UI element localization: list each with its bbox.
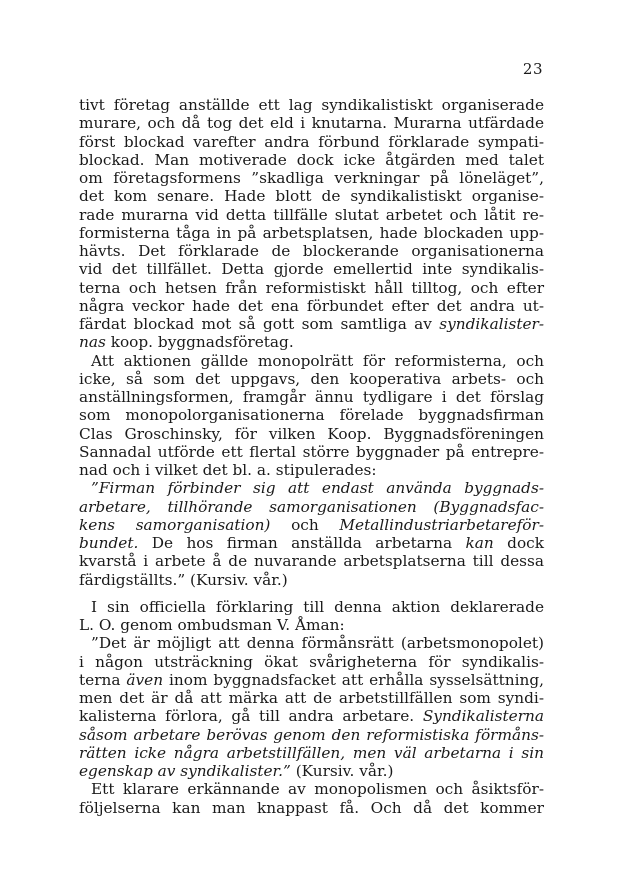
text-line: färdigställts.” (Kursiv. vår.) (79, 570, 288, 589)
text-line: följelserna kan man knappast få. Och då det kommer (79, 798, 544, 817)
text-line: terna och hetsen från reformistiskt håll tilltog, och efter (79, 278, 544, 297)
text-line: L. O. genom ombudsman V. Åman: (79, 616, 345, 634)
text-line: Sannadal utförde ett flertal större byggnader på entrepre- (79, 442, 544, 461)
text-line: kens samorganisation) och Metallindustriarbetareför- (79, 515, 544, 534)
text-line: ”Firman förbinder sig att endast använda byggnads- (91, 479, 544, 498)
text-line: färdat blockad mot så gott som samtliga av syndikalister- (79, 315, 544, 333)
text-line: Ett klarare erkännande av monopolismen och åsiktsför- (91, 780, 544, 799)
text-line: Att aktionen gällde monopolrätt för reformisterna, och (91, 351, 544, 370)
text-line: anställningsformen, framgår ännu tydligare i det förslag (79, 388, 544, 406)
text-line: hävts. Det förklarade de blockerande organisationerna (79, 242, 544, 260)
text-line: rätten icke några arbetstillfällen, men väl arbetarna i sin (79, 743, 544, 762)
text-line: vid det tillfället. Detta gjorde emellertid inte syndikalis- (79, 260, 544, 279)
text-line: ”Det är möjligt att denna förmånsrätt (arbetsmonopolet) (91, 634, 544, 653)
text-line: I sin officiella förklaring till denna aktion deklarerade (91, 597, 544, 616)
text-line: nad och i vilket det bl. a. stipulerades: (79, 461, 377, 479)
text-line: blockad. Man motiverade dock icke åtgärden med talet (79, 150, 544, 169)
text-line: icke, så som det uppgavs, den kooperativa arbets- och (79, 369, 544, 388)
text-line: det kom senare. Hade blott de syndikalistiskt organise- (79, 187, 544, 206)
text-line: först blockad varefter andra förbund förklarade sympati- (79, 132, 544, 151)
text-line: såsom arbetare berövas genom den reformistiska förmåns- (79, 725, 544, 744)
text-line: kvarstå i arbete å de nuvarande arbetsplatserna till dessa (79, 552, 544, 571)
text-line: några veckor hade det ena förbundet efter det andra ut- (79, 296, 544, 315)
text-line: murare, och då tog det eld i knutarna. Murarna utfärdade (79, 114, 544, 133)
text-line: som monopolorganisationerna förelade byggnadsfirman (79, 406, 544, 425)
text-line: bundet. De hos firman anställda arbetarna kan dock (79, 534, 544, 552)
page-number: 23 (522, 60, 543, 78)
text-line: egenskap av syndikalister.” (Kursiv. vår.) (79, 762, 394, 780)
body-text (79, 96, 544, 817)
text-line: Clas Groschinsky, för vilken Koop. Byggnadsföreningen (79, 424, 544, 443)
text-line: nas koop. byggnadsföretag. (79, 333, 294, 352)
text-line: terna även inom byggnadsfacket att erhålla sysselsättning, (79, 670, 544, 689)
text-line: tivt företag anställde ett lag syndikalistiskt organiserade (79, 96, 544, 114)
text-line: men det är då att märka att de arbetstillfällen som syndi- (79, 689, 544, 707)
text-line: i någon utsträckning ökat svårigheterna för syndikalis- (79, 652, 544, 671)
text-line: arbetare, tillhörande samorganisationen (Byggnadsfac- (79, 497, 544, 516)
text-line: kalisterna förlora, gå till andra arbetare. Syndikalisterna (79, 707, 544, 726)
text-line: rade murarna vid detta tillfälle slutat arbetet och låtit re- (79, 205, 544, 224)
text-line: om företagsformens ”skadliga verkningar på löneläget”, (79, 169, 544, 187)
text-line: formisterna tåga in på arbetsplatsen, hade blockaden upp- (79, 223, 544, 242)
